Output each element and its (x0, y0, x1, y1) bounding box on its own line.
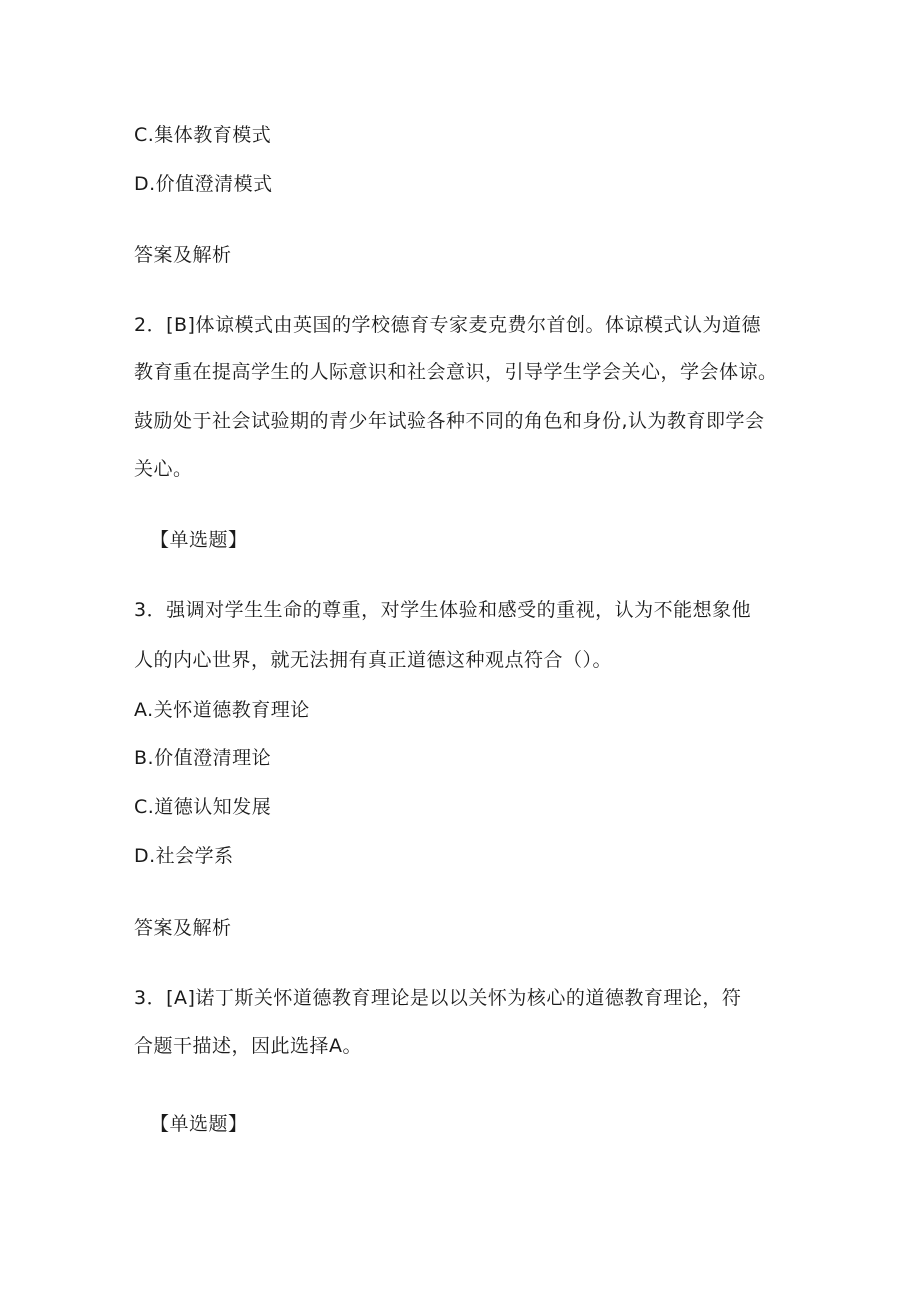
question-type-tag: 【单选题】 (150, 529, 248, 551)
explanation-2-line-4: 关心。 (134, 458, 193, 480)
question-3-option-c: C.道德认知发展 (134, 796, 272, 818)
question-3-line-1: 3．强调对学生生命的尊重，对学生体验和感受的重视，认为不能想象他 (134, 599, 752, 621)
explanation-3-line-2: 合题干描述，因此选择A。 (134, 1035, 362, 1057)
question-3-option-b: B.价值澄清理论 (134, 747, 272, 769)
prev-option-d: D.价值澄清模式 (134, 173, 273, 195)
explanation-2-line-1: 2．[B]体谅模式由英国的学校德育专家麦克费尔首创。体谅模式认为道德 (134, 314, 761, 336)
answer-header: 答案及解析 (134, 917, 232, 939)
question-3-option-a: A.关怀道德教育理论 (134, 699, 310, 721)
question-3-line-2: 人的内心世界，就无法拥有真正道德这种观点符合（）。 (134, 649, 613, 671)
explanation-2-line-3: 鼓励处于社会试验期的青少年试验各种不同的角色和身份,认为教育即学会 (134, 410, 765, 432)
explanation-3-line-1: 3．[A]诺丁斯关怀道德教育理论是以以关怀为核心的道德教育理论，符 (134, 987, 742, 1009)
answer-header: 答案及解析 (134, 244, 232, 266)
prev-option-c: C.集体教育模式 (134, 124, 272, 146)
question-3-option-d: D.社会学系 (134, 845, 234, 867)
explanation-2-line-2: 教育重在提高学生的人际意识和社会意识，引导学生学会关心，学会体谅。 (134, 361, 778, 383)
question-type-tag: 【单选题】 (150, 1113, 248, 1135)
